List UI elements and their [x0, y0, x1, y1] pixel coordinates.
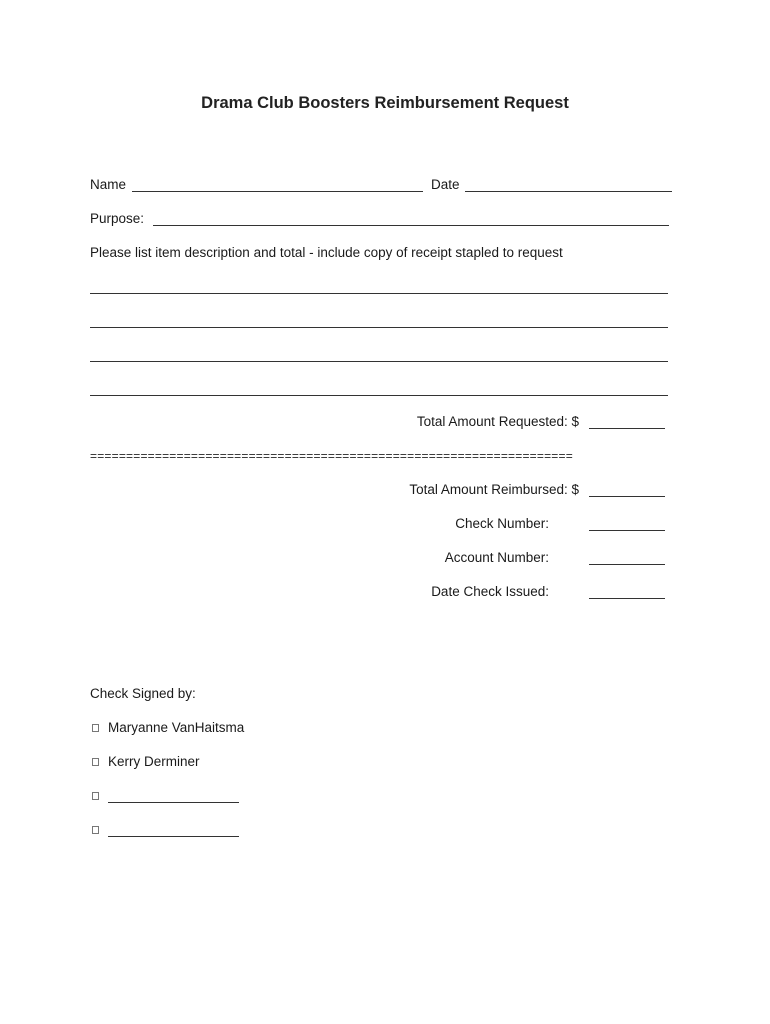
instructions-text: Please list item description and total - include copy of receipt stapled to request: [90, 245, 563, 260]
total-reimbursed-field[interactable]: [589, 496, 665, 497]
check-number-label: Check Number:: [455, 516, 549, 531]
account-number-label: Account Number:: [444, 550, 549, 565]
item-line-4[interactable]: [90, 395, 668, 396]
signer-checkbox-2[interactable]: [92, 758, 99, 766]
purpose-label: Purpose:: [90, 211, 145, 226]
date-check-issued-field[interactable]: [589, 598, 665, 599]
separator-line: ===================================================================: [90, 449, 573, 463]
date-check-issued-label: Date Check Issued:: [431, 584, 549, 599]
name-label: Name: [90, 177, 127, 192]
signer-blank-3[interactable]: [108, 802, 239, 803]
item-line-1[interactable]: [90, 293, 668, 294]
purpose-field[interactable]: [153, 225, 669, 226]
signer-checkbox-3[interactable]: [92, 792, 99, 800]
date-label: Date: [431, 177, 460, 192]
total-requested-field[interactable]: [589, 428, 665, 429]
name-field[interactable]: [132, 191, 423, 192]
item-line-3[interactable]: [90, 361, 668, 362]
signer-blank-4[interactable]: [108, 836, 239, 837]
signer-name-1: Maryanne VanHaitsma: [108, 720, 245, 735]
signer-checkbox-1[interactable]: [92, 724, 99, 732]
item-line-2[interactable]: [90, 327, 668, 328]
check-signed-by-label: Check Signed by:: [90, 686, 196, 701]
signer-name-2: Kerry Derminer: [108, 754, 200, 769]
total-reimbursed-label: Total Amount Reimbursed: $: [409, 482, 579, 497]
date-field[interactable]: [465, 191, 672, 192]
total-requested-label: Total Amount Requested: $: [416, 414, 579, 429]
check-number-field[interactable]: [589, 530, 665, 531]
account-number-field[interactable]: [589, 564, 665, 565]
form-title: Drama Club Boosters Reimbursement Request: [201, 94, 569, 112]
signer-checkbox-4[interactable]: [92, 826, 99, 834]
